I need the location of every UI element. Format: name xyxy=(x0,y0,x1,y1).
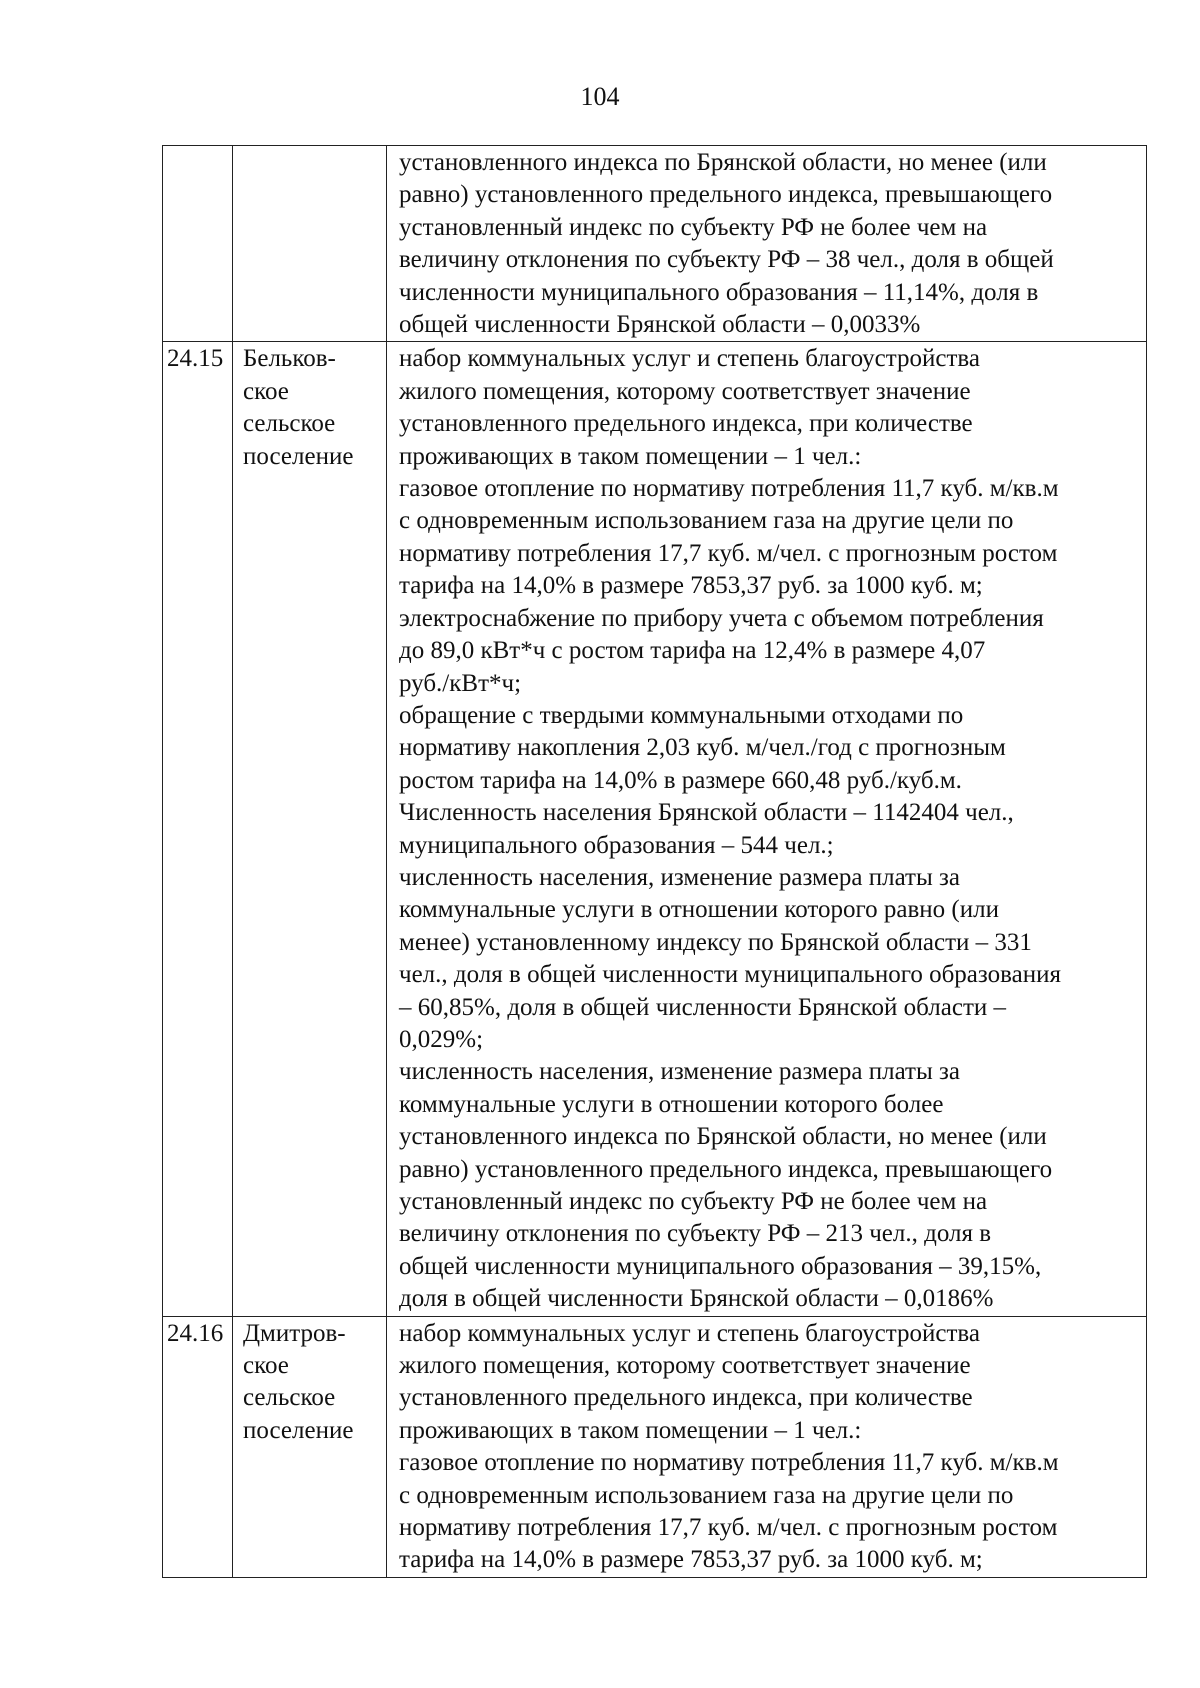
text-line: менее) установленному индексу по Брянской области – 331 xyxy=(399,928,1032,956)
row-number: 24.16 xyxy=(163,1316,233,1577)
text-line: нормативу потребления 17,7 куб. м/чел. с прогнозным ростом xyxy=(399,1514,1058,1542)
text-line: жилого помещения, которому соответствует значение xyxy=(399,1352,971,1380)
row-description xyxy=(387,146,1147,342)
text-line: руб./кВт*ч; xyxy=(399,669,522,697)
text-line: до 89,0 кВт*ч с ростом тарифа на 12,4% в размере 4,07 xyxy=(399,637,986,665)
text-line: газовое отопление по нормативу потребления 11,7 куб. м/кв.м xyxy=(399,475,1059,503)
text-line: общей численности Брянской области – 0,0033% xyxy=(399,311,921,339)
text-line: проживающих в таком помещении – 1 чел.: xyxy=(399,1416,862,1444)
name-line: сельское xyxy=(243,410,336,438)
text-line: Численность населения Брянской области – 1142404 чел., xyxy=(399,799,1014,827)
text-line: – 60,85%, доля в общей численности Брянской области – xyxy=(399,993,1006,1021)
name-line: Дмитров- xyxy=(243,1319,346,1347)
text-line: проживающих в таком помещении – 1 чел.: xyxy=(399,442,862,470)
table-row xyxy=(163,342,1147,1316)
municipality-name xyxy=(233,1316,387,1577)
text-line: обращение с твердыми коммунальными отходами по xyxy=(399,701,964,729)
text-line: равно) установленного предельного индекса, превышающего xyxy=(399,1155,1053,1183)
name-line: сельское xyxy=(243,1384,336,1412)
name-line: Бельков- xyxy=(243,345,336,373)
text-line: чел., доля в общей численности муниципального образования xyxy=(399,961,1061,989)
text-line: нормативу потребления 17,7 куб. м/чел. с прогнозным ростом xyxy=(399,539,1058,567)
text-line: муниципального образования – 544 чел.; xyxy=(399,831,834,859)
name-line: поселение xyxy=(243,1416,354,1444)
row-description xyxy=(387,1316,1147,1577)
text-line: установленного предельного индекса, при количестве xyxy=(399,1384,973,1412)
text-line: с одновременным использованием газа на другие цели по xyxy=(399,507,1014,535)
row-number xyxy=(163,146,233,342)
text-line: установленный индекс по субъекту РФ не более чем на xyxy=(399,213,988,241)
text-line: доля в общей численности Брянской области – 0,0186% xyxy=(399,1285,994,1313)
text-line: установленный индекс по субъекту РФ не более чем на xyxy=(399,1188,988,1215)
municipality-name xyxy=(233,146,387,342)
text-line: 0,029%; xyxy=(399,1025,484,1053)
name-line: ское xyxy=(243,377,289,405)
text-line: величину отклонения по субъекту РФ – 213 чел., доля в xyxy=(399,1220,992,1248)
text-line: набор коммунальных услуг и степень благоустройства xyxy=(399,1319,980,1347)
table-row xyxy=(163,146,1147,342)
text-line: коммунальные услуги в отношении которого более xyxy=(399,1090,944,1118)
text-line: равно) установленного предельного индекса, превышающего xyxy=(399,181,1053,209)
text-line: установленного индекса по Брянской области, но менее (или xyxy=(399,1123,1047,1151)
row-number: 24.15 xyxy=(163,342,233,1316)
text-line: газовое отопление по нормативу потребления 11,7 куб. м/кв.м xyxy=(399,1449,1059,1477)
name-line: поселение xyxy=(243,442,354,470)
text-line: установленного индекса по Брянской области, но менее (или xyxy=(399,149,1047,176)
text-line: нормативу накопления 2,03 куб. м/чел./год с прогнозным xyxy=(399,734,1006,762)
text-line: с одновременным использованием газа на другие цели по xyxy=(399,1481,1014,1509)
page-number: 104 xyxy=(580,82,620,111)
text-line: численность населения, изменение размера платы за xyxy=(399,1058,960,1086)
text-line: величину отклонения по субъекту РФ – 38 чел., доля в общей xyxy=(399,246,1054,274)
municipal-index-table xyxy=(162,145,1147,1578)
text-line: общей численности муниципального образования – 39,15%, xyxy=(399,1252,1042,1280)
text-line: тарифа на 14,0% в размере 7853,37 руб. за 1000 куб. м; xyxy=(399,572,983,600)
row-description xyxy=(387,342,1147,1316)
name-line: ское xyxy=(243,1352,289,1380)
text-line: коммунальные услуги в отношении которого равно (или xyxy=(399,896,999,924)
text-line: тарифа на 14,0% в размере 7853,37 руб. за 1000 куб. м; xyxy=(399,1546,983,1574)
table-row xyxy=(163,1316,1147,1577)
text-line: набор коммунальных услуг и степень благоустройства xyxy=(399,345,980,373)
text-line: ростом тарифа на 14,0% в размере 660,48 руб./куб.м. xyxy=(399,766,962,794)
text-line: численность населения, изменение размера платы за xyxy=(399,863,960,891)
text-line: жилого помещения, которому соответствует значение xyxy=(399,377,971,405)
text-line: установленного предельного индекса, при количестве xyxy=(399,410,973,438)
text-line: численности муниципального образования – 11,14%, доля в xyxy=(399,278,1039,306)
text-line: электроснабжение по прибору учета с объемом потребления xyxy=(399,604,1044,632)
municipality-name xyxy=(233,342,387,1316)
